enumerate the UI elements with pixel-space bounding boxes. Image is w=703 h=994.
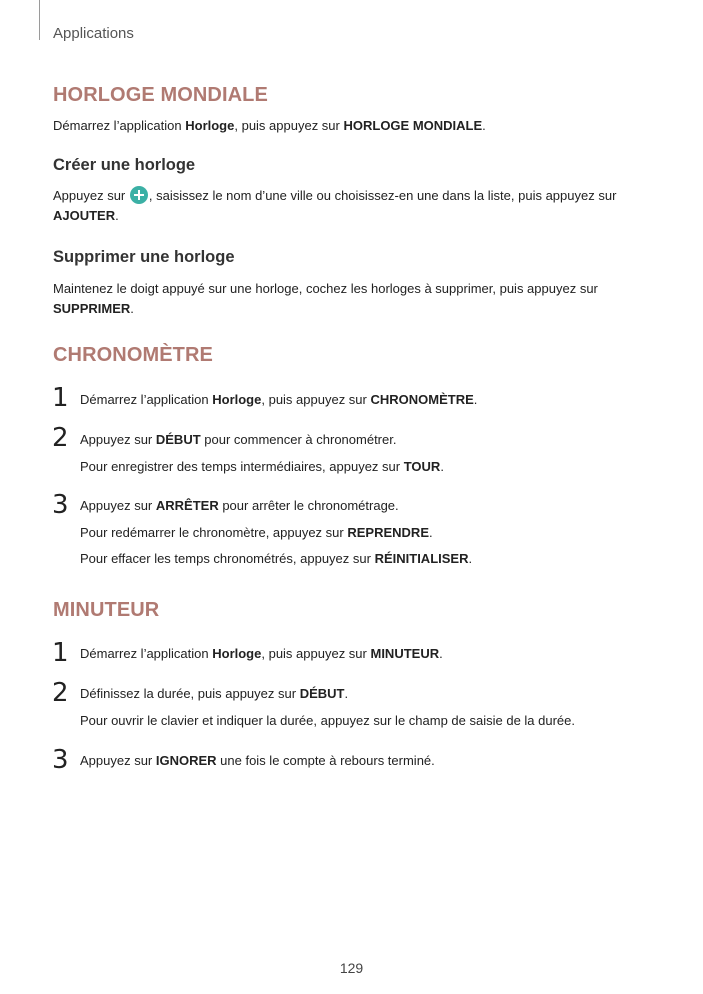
page-number: 129 [339,960,364,976]
step-number: 2 [52,423,69,453]
step-number: 1 [52,638,69,668]
step-number: 2 [52,678,69,708]
step-line: Appuyez sur ARRÊTER pour arrêter le chronométrage. [80,498,399,513]
header-label: Applications [53,25,134,42]
delete-clock-text: Maintenez le doigt appuyé sur une horloge, cochez les horloges à supprimer, puis appuyez sur SUPPRIMER. [53,281,598,316]
subtitle-create-clock: Créer une horloge [53,156,196,174]
step-line: Pour enregistrer des temps intermédiaires, appuyez sur TOUR. [80,459,444,474]
add-circle-icon [130,186,148,204]
step-line: Définissez la durée, puis appuyez sur DÉBUT. [80,686,349,701]
step-line: Appuyez sur DÉBUT pour commencer à chronométrer. [80,432,397,447]
step-line: Appuyez sur IGNORER une fois le compte à rebours terminé. [80,753,435,768]
create-clock-text: Appuyez sur , saisissez le nom d’une ville ou choisissez-en une dans la liste, puis appuyez sur AJOUTER. [53,188,617,223]
step-number: 3 [52,490,69,520]
step-number: 1 [52,383,69,413]
header-rule [39,0,40,40]
subtitle-delete-clock: Supprimer une horloge [53,248,235,266]
step-line: Démarrez l’application Horloge, puis appuyez sur MINUTEUR. [80,646,443,661]
step-number: 3 [52,745,69,775]
world-clock-intro: Démarrez l’application Horloge, puis appuyez sur HORLOGE MONDIALE. [53,118,486,133]
step-line: Démarrez l’application Horloge, puis appuyez sur CHRONOMÈTRE. [80,392,478,407]
section-title-timer: MINUTEUR [53,599,160,621]
step-line: Pour redémarrer le chronomètre, appuyez sur REPRENDRE. [80,525,433,540]
step-line: Pour effacer les temps chronométrés, appuyez sur RÉINITIALISER. [80,551,473,566]
step-line: Pour ouvrir le clavier et indiquer la durée, appuyez sur le champ de saisie de la durée. [80,713,575,728]
section-title-stopwatch: CHRONOMÈTRE [53,344,213,366]
section-title-world-clock: HORLOGE MONDIALE [53,84,268,106]
